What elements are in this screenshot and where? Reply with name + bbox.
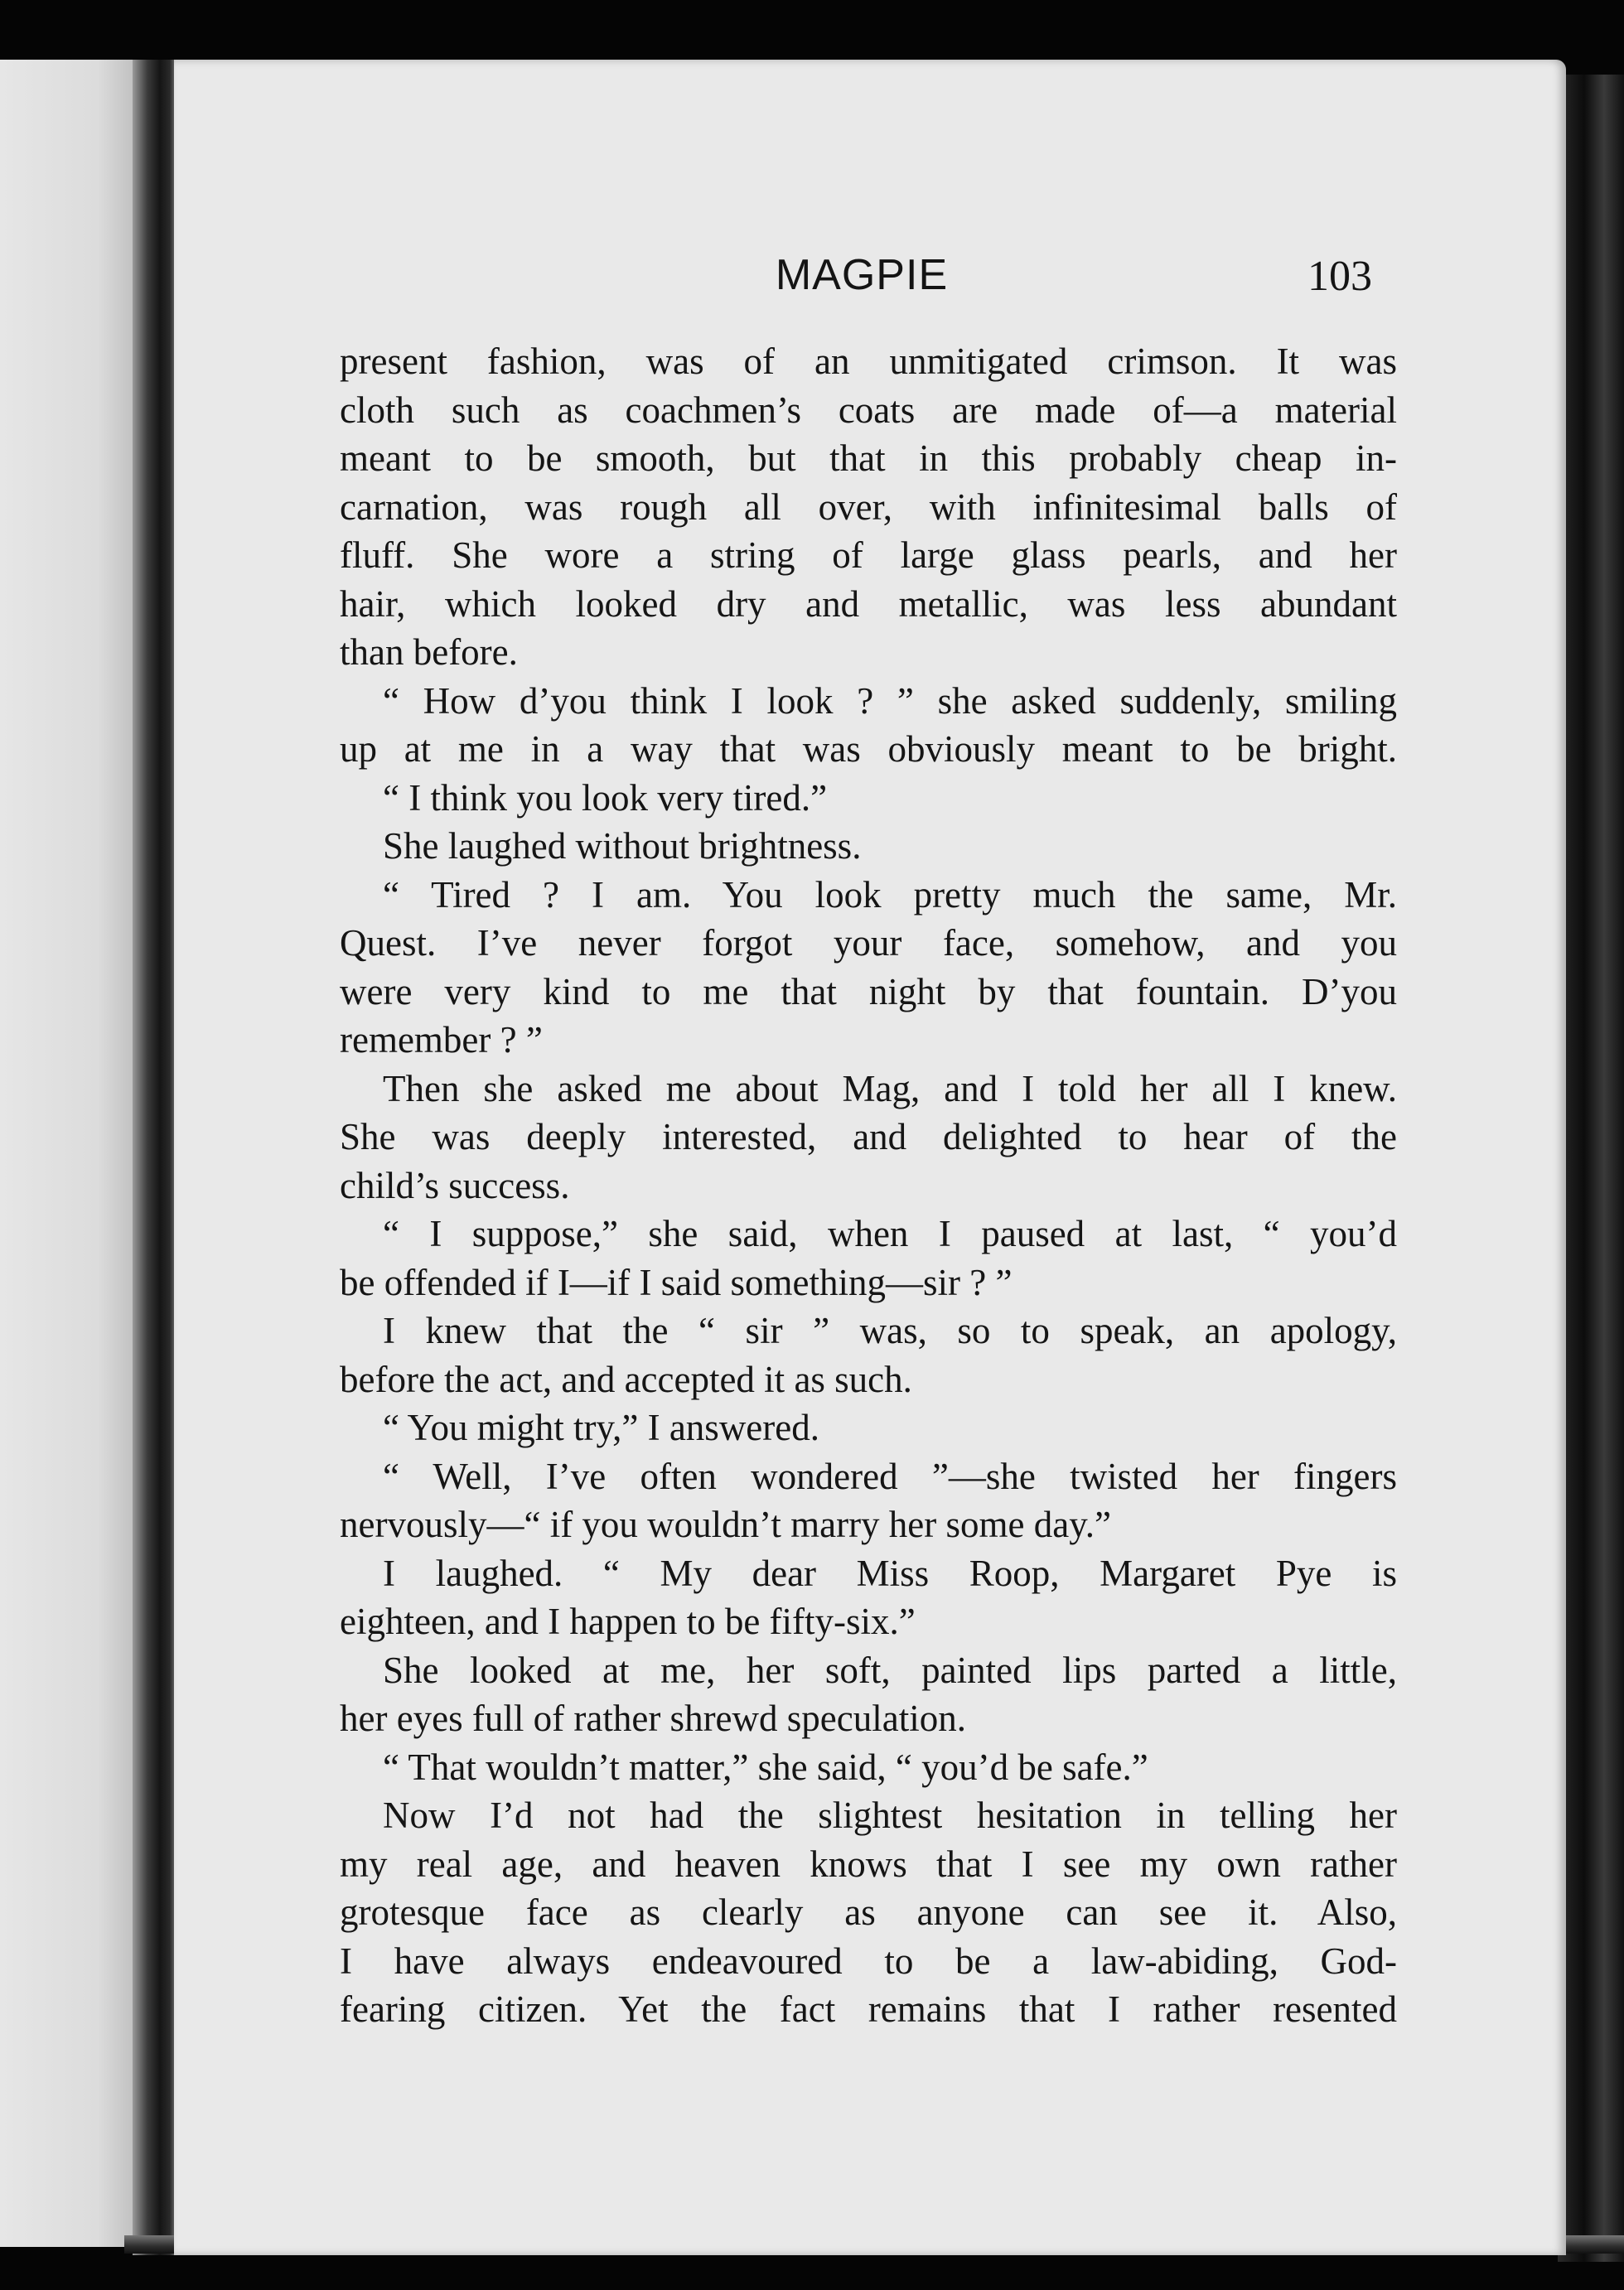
text-line: be offended if I—if I said something—sir ? ” bbox=[340, 1261, 1013, 1303]
text-line: my real age, and heaven knows that I see my own rather bbox=[340, 1843, 1397, 1885]
text-line: “ I suppose,” she said, when I paused at last, “ you’d bbox=[383, 1213, 1397, 1254]
text-line: Then she asked me about Mag, and I told her all I knew. bbox=[383, 1067, 1397, 1109]
left-facing-page bbox=[0, 60, 139, 2247]
running-title: MAGPIE bbox=[775, 251, 949, 299]
text-line: “ How d’you think I look ? ” she asked suddenly, smiling bbox=[383, 679, 1397, 722]
text-line: her eyes full of rather shrewd speculation. bbox=[340, 1698, 966, 1739]
text-line: meant to be smooth, but that in this probably cheap in- bbox=[340, 437, 1397, 479]
running-head bbox=[174, 250, 1549, 308]
text-line: I knew that the “ sir ” was, so to speak, an apology, bbox=[383, 1310, 1397, 1351]
book-page bbox=[174, 60, 1566, 2255]
text-line: grotesque face as clearly as anyone can see it. Also, bbox=[340, 1891, 1397, 1933]
text-line: eighteen, and I happen to be fifty-six.” bbox=[340, 1601, 916, 1642]
text-line: I have always endeavoured to be a law-abiding, God- bbox=[340, 1940, 1397, 1982]
text-line: fearing citizen. Yet the fact remains that I rather resented bbox=[340, 1988, 1397, 2030]
text-line: Now I’d not had the slightest hesitation in telling her bbox=[383, 1795, 1397, 1836]
text-line: “ Tired ? I am. You look pretty much the same, Mr. bbox=[383, 873, 1397, 916]
text-line: up at me in a way that was obviously meant to be bright. bbox=[340, 728, 1397, 770]
text-line: than before. bbox=[340, 631, 518, 673]
text-line: “ That wouldn’t matter,” she said, “ you’d be safe.” bbox=[383, 1746, 1148, 1788]
text-line: She laughed without brightness. bbox=[383, 825, 862, 867]
text-line: She looked at me, her soft, painted lips parted a little, bbox=[383, 1649, 1397, 1691]
text-line: child’s success. bbox=[340, 1164, 570, 1206]
text-line: I laughed. “ My dear Miss Roop, Margaret Pye is bbox=[383, 1552, 1397, 1594]
text-line: nervously—“ if you wouldn’t marry her some day.” bbox=[340, 1504, 1112, 1545]
text-line: She was deeply interested, and delighted to hear of the bbox=[340, 1116, 1397, 1157]
body-text bbox=[340, 337, 1397, 2034]
text-line: “ Well, I’ve often wondered ”—she twisted her fingers bbox=[383, 1455, 1397, 1497]
text-line: cloth such as coachmen’s coats are made of—a material bbox=[340, 389, 1397, 431]
book-cover-edge bbox=[1558, 75, 1624, 2262]
text-line: Quest. I’ve never forgot your face, somehow, and you bbox=[340, 922, 1397, 964]
text-line: hair, which looked dry and metallic, was less abundant bbox=[340, 582, 1397, 625]
text-line: were very kind to me that night by that fountain. D’you bbox=[340, 970, 1397, 1012]
text-line: remember ? ” bbox=[340, 1019, 543, 1060]
text-line: carnation, was rough all over, with infinitesimal balls of bbox=[340, 486, 1397, 528]
text-line: “ You might try,” I answered. bbox=[383, 1407, 819, 1448]
text-line: fluff. She wore a string of large glass pearls, and her bbox=[340, 534, 1397, 576]
text-line: before the act, and accepted it as such. bbox=[340, 1358, 912, 1400]
text-line: present fashion, was of an unmitigated crimson. It was bbox=[340, 341, 1397, 382]
page-number: 103 bbox=[1307, 253, 1372, 300]
text-line: “ I think you look very tired.” bbox=[383, 776, 828, 819]
